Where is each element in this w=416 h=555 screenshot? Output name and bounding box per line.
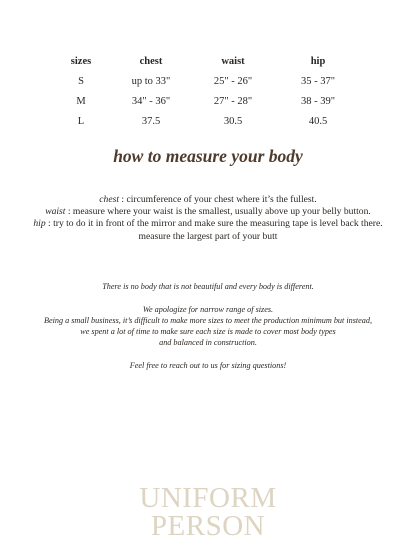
- chest-text: : circumference of your chest where it’s the fullest.: [119, 194, 317, 205]
- header-chest: chest: [139, 56, 163, 67]
- hip-term: hip: [33, 218, 46, 230]
- header-sizes: sizes: [70, 56, 92, 67]
- size-chart-header-row: [52, 56, 362, 76]
- hip-instruction-continued: measure the largest part of your butt: [138, 230, 278, 242]
- size-chart-table: [52, 56, 362, 136]
- note-line: we spent a lot of time to make sure each size is made to cover most body types: [80, 327, 336, 336]
- note-line: Feel free to reach out to us for sizing questions!: [129, 361, 287, 370]
- contact-note: [0, 360, 416, 371]
- apology-note: [0, 304, 416, 348]
- waist-value: 30.5: [223, 116, 243, 127]
- note-line: Being a small business, it’s difficult to make more sizes to meet the production minimum but instead,: [43, 316, 373, 325]
- table-row: [52, 116, 362, 136]
- brand-logo: [0, 484, 416, 540]
- note-line: There is no body that is not beautiful and every body is different.: [102, 282, 314, 291]
- hip-text: : try to do it in front of the mirror and make sure the measuring tape is level back there.: [45, 218, 383, 230]
- note-line: and balanced in construction.: [159, 338, 257, 347]
- table-row: [52, 96, 362, 116]
- hip-instruction: [0, 218, 416, 230]
- chest-instruction: [0, 194, 416, 206]
- brand-line-2: PERSON: [150, 510, 266, 542]
- size-label: S: [78, 76, 84, 87]
- chest-value: 34" - 36": [131, 96, 171, 107]
- hip-value: 38 - 39": [300, 96, 336, 107]
- table-row: [52, 76, 362, 96]
- waist-text: : measure where your waist is the smallest, usually above up your belly button.: [65, 206, 371, 218]
- header-hip: hip: [310, 56, 326, 67]
- header-waist: waist: [221, 56, 245, 67]
- hip-value: 40.5: [308, 116, 328, 127]
- measurement-instructions: [0, 194, 416, 243]
- chest-value: 37.5: [141, 116, 161, 127]
- hip-value: 35 - 37": [300, 76, 336, 87]
- chest-term: chest: [99, 194, 120, 205]
- size-label: M: [76, 96, 86, 107]
- waist-term: waist: [45, 206, 66, 218]
- size-label: L: [77, 116, 85, 127]
- body-positivity-note: [0, 281, 416, 292]
- note-line: We apologize for narrow range of sizes.: [142, 305, 274, 314]
- waist-instruction: [0, 206, 416, 218]
- section-title: how to measure your body: [113, 146, 303, 166]
- brand-line-1: UNIFORM: [139, 482, 277, 514]
- sizing-notes: [0, 281, 416, 383]
- chest-value: up to 33": [131, 76, 171, 87]
- waist-value: 25" - 26": [213, 76, 253, 87]
- waist-value: 27" - 28": [213, 96, 253, 107]
